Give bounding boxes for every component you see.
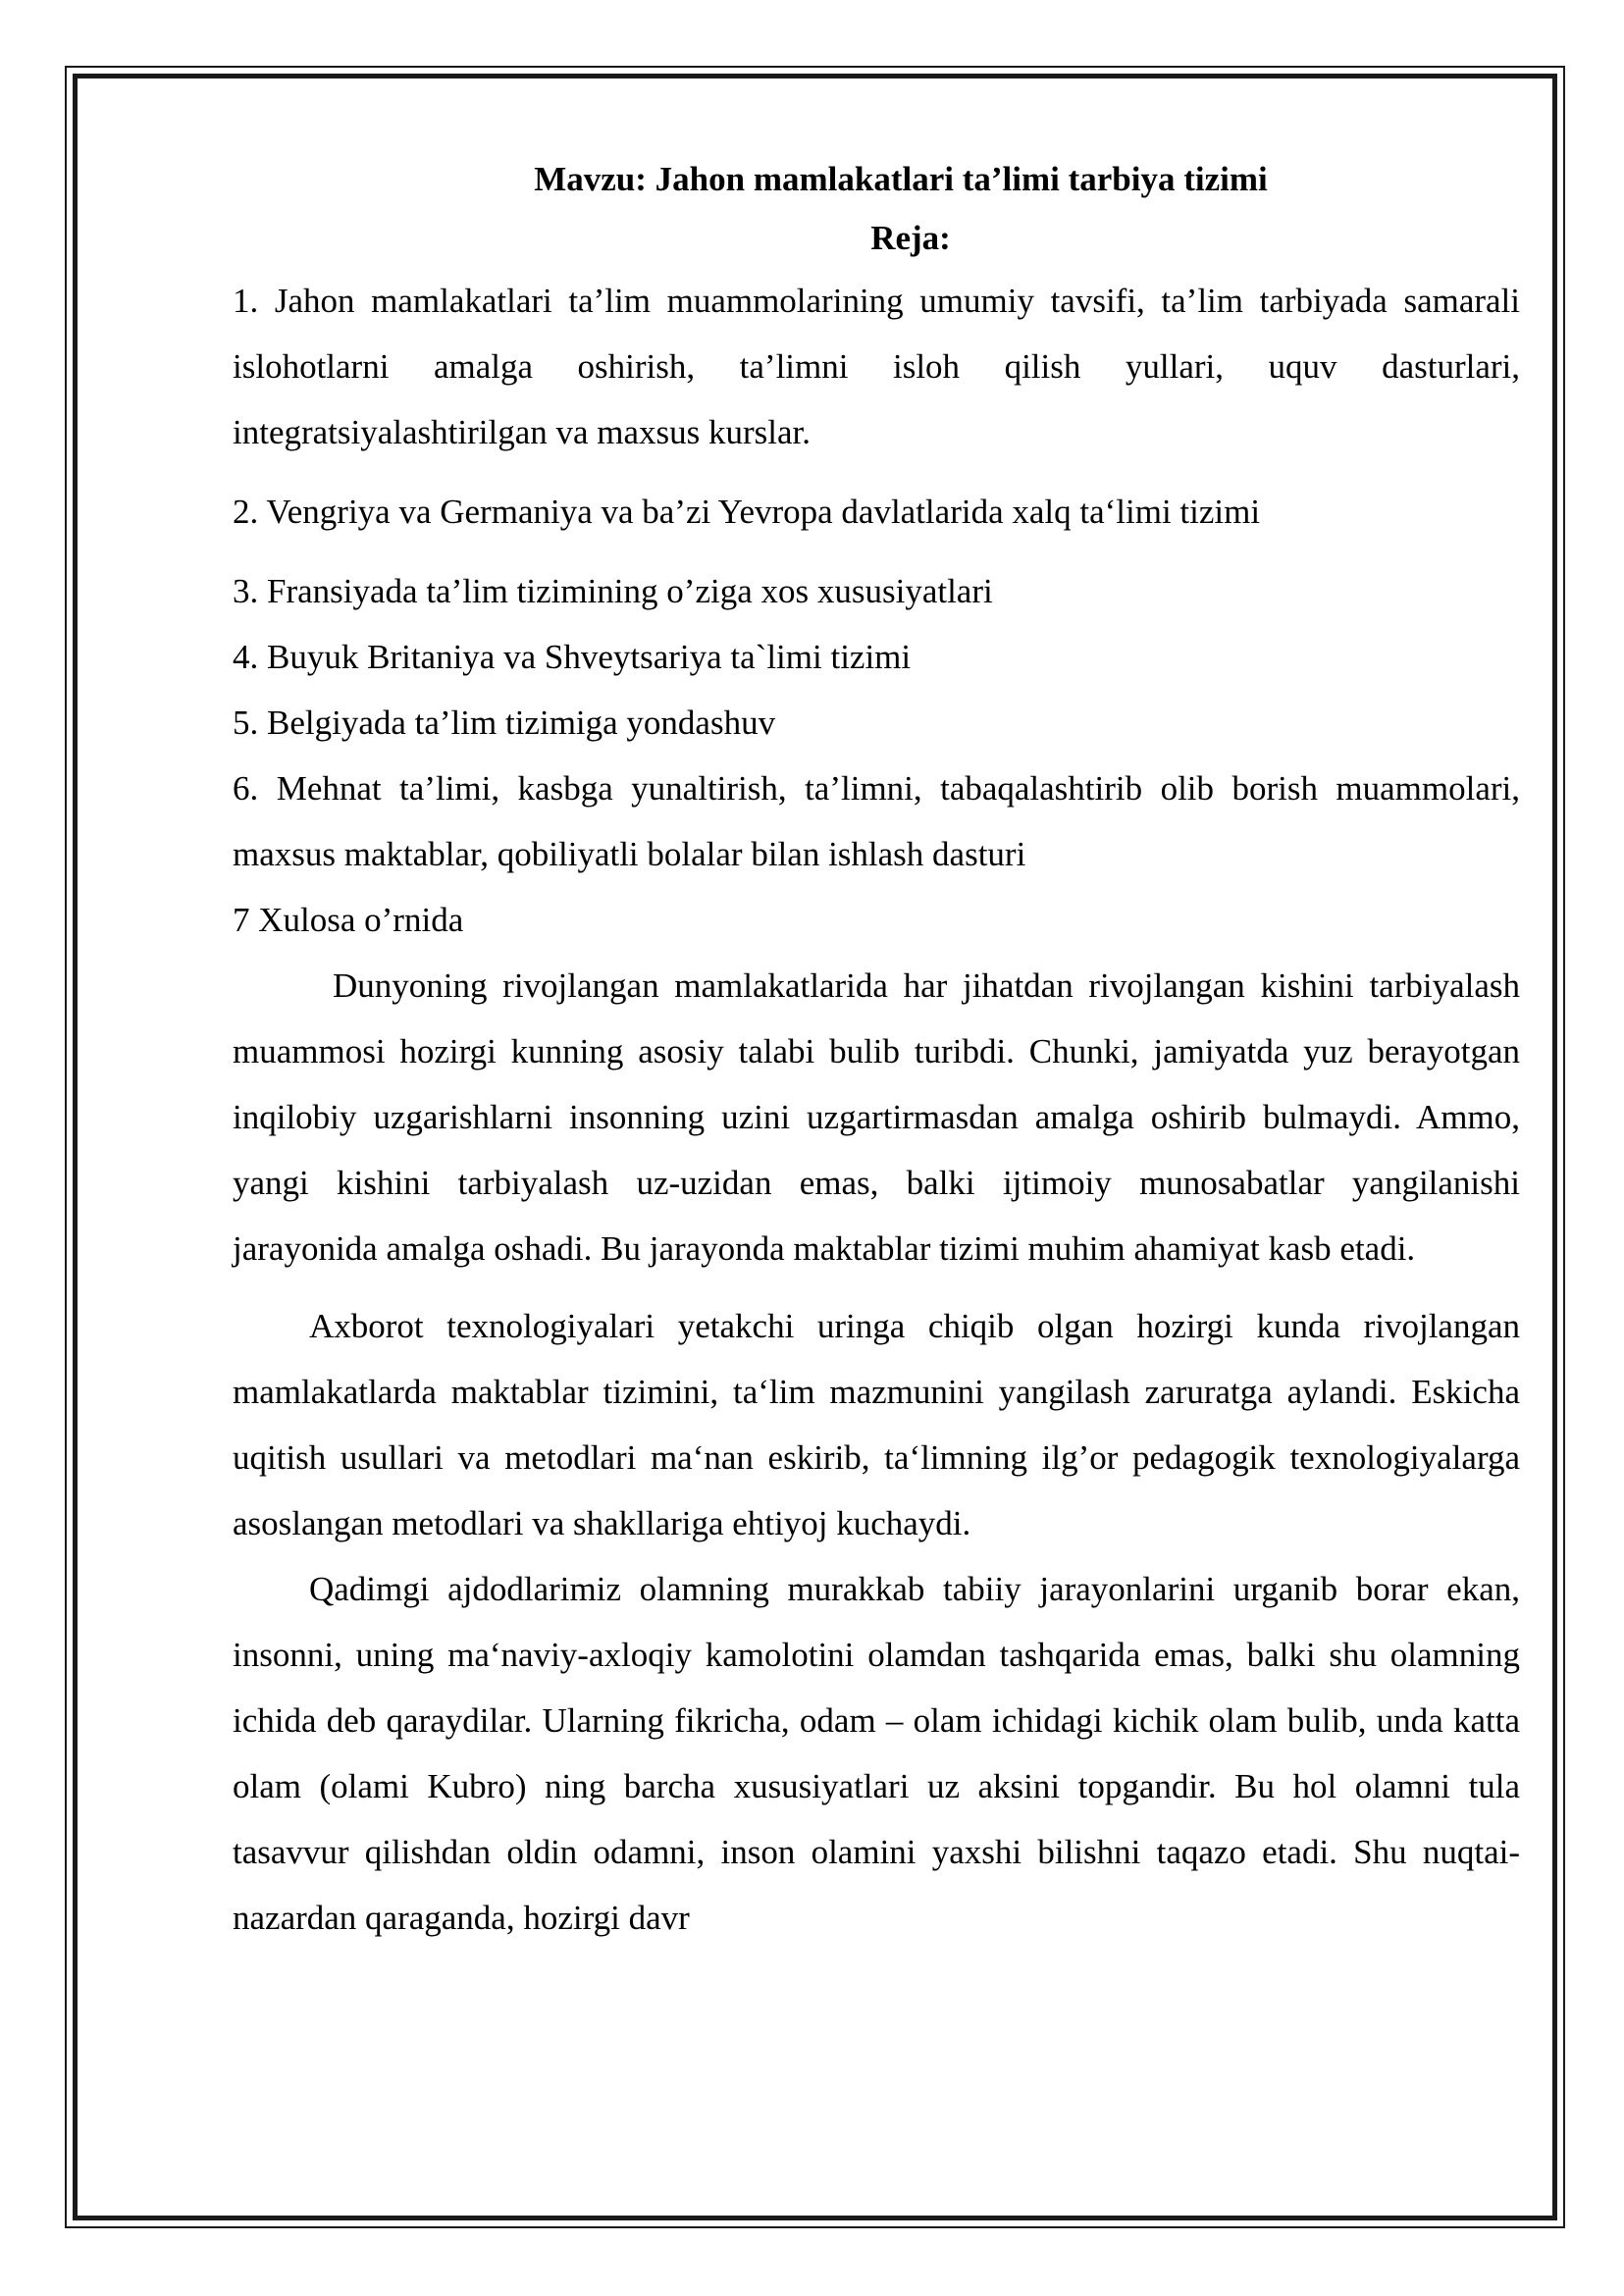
plan-item-7: 7 Xulosa o’rnida — [233, 901, 464, 939]
plan-item-4: 4. Buyuk Britaniya va Shveytsariya ta`limi tizimi — [233, 638, 912, 676]
plan-item-5: 5. Belgiyada ta’lim tizimiga yondashuv — [233, 704, 776, 742]
plan-item-6: 6. Mehnat ta’limi, kasbga yunaltirish, ta’limni, tabaqalashtirib olib borish muammolari, maxsus maktablar, qobiliyatli bolalar bilan ishlash dasturi — [233, 769, 1520, 873]
paragraph-3: Qadimgi ajdodlarimiz olamning murakkab tabiiy jarayonlarini urganib borar ekan, insonni, uning ma‘naviy-axloqiy kamolotini olamdan tashqarida emas, balki shu olamning ichida deb qaraydilar. Ularning fikricha, odam – olam ichidagi kichik olam bulib, unda katta olam (olami Kubro) ning barcha xususiyatlari uz aksini topgandir. Bu hol olamni tula tasavvur qilishdan oldin odamni, inson olamini yaxshi bilishni taqazo etadi. Shu nuqtai-nazardan qaraganda, hozirgi davr — [233, 1570, 1520, 1937]
plan-item-3: 3. Fransiyada ta’lim tizimining o’ziga xos xususiyatlari — [233, 572, 993, 610]
plan-heading: Reja: — [870, 219, 951, 257]
document-body — [233, 150, 1520, 1951]
paragraph-2: Axborot texnologiyalari yetakchi uringa chiqib olgan hozirgi kunda rivojlangan mamlakatlarda maktablar tizimini, ta‘lim mazmunini yangilash zaruratga aylandi. Eskicha uqitish usullari va metodlari ma‘nan eskirib, ta‘limning ilg’or pedagogik texnologiyalarga asoslangan metodlari va shakllariga ehtiyoj kuchaydi. — [233, 1307, 1520, 1542]
document-title: Mavzu: Jahon mamlakatlari ta’limi tarbiya tizimi — [534, 160, 1268, 198]
plan-item-1: 1. Jahon mamlakatlari ta’lim muammolarining umumiy tavsifi, ta’lim tarbiyada samarali islohotlarni amalga oshirish, ta’limni isloh qilish yullari, uquv dasturlari, integratsiyalashtirilgan va maxsus kurslar. — [233, 282, 1520, 451]
plan-list — [233, 268, 1520, 953]
paragraph-1: Dunyoning rivojlangan mamlakatlarida har jihatdan rivojlangan kishini tarbiyalash muammosi hozirgi kunning asosiy talabi bulib turibdi. Chunki, jamiyatda yuz berayotgan inqilobiy uzgarishlarni insonning uzini uzgartirmasdan amalga oshirib bulmaydi. Ammo, yangi kishini tarbiyalash uz-uzidan emas, balki ijtimoiy munosabatlar yangilanishi jarayonida amalga oshadi. Bu jarayonda maktablar tizimi muhim ahamiyat kasb etadi. — [233, 966, 1520, 1268]
plan-item-2: 2. Vengriya va Germaniya va ba’zi Yevropa davlatlarida xalq ta‘limi tizimi — [233, 493, 1261, 531]
